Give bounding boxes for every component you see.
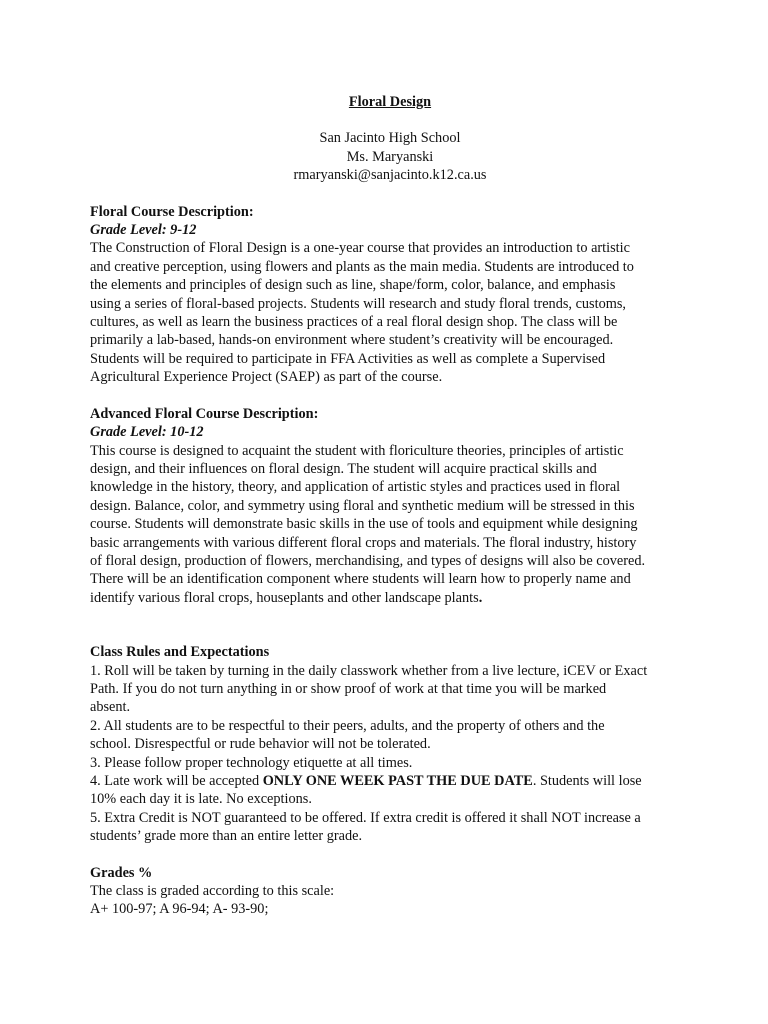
spacer xyxy=(90,185,690,203)
teacher-email: rmaryanski@sanjacinto.k12.ca.us xyxy=(293,167,487,184)
course-description-line: primarily a lab-based, hands-on environment where student’s creativity will be encouraged. xyxy=(90,332,614,349)
advanced-course-section xyxy=(90,405,690,607)
advanced-course-heading: Advanced Floral Course Description: xyxy=(90,405,319,422)
course-description-line: Students will be required to participate in FFA Activities as well as complete a Supervised xyxy=(90,350,606,367)
grades-scale: A+ 100-97; A 96-94; A- 93-90; xyxy=(90,901,269,918)
rule-line: 1. Roll will be taken by turning in the daily classwork whether from a live lecture, iCEV or Exact xyxy=(90,662,648,679)
grades-section xyxy=(90,864,690,919)
advanced-course-line: This course is designed to acquaint the student with floriculture theories, principles of artistic xyxy=(90,442,624,459)
course-description-line: cultures, as well as learn the business practices of a real floral design shop. The class will be xyxy=(90,314,618,331)
rule-4-emphasis: ONLY ONE WEEK PAST THE DUE DATE xyxy=(262,773,533,789)
advanced-course-line: design. Balance, color, and symmetry using floral and synthetic medium will be stressed in this xyxy=(90,497,635,514)
rule-line: 5. Extra Credit is NOT guaranteed to be offered. If extra credit is offered it shall NOT increase a xyxy=(90,809,641,826)
advanced-course-line: knowledge in the history, theory, and application of artistic styles and practices used in floral xyxy=(90,479,621,496)
rule-4-prefix: 4. Late work will be accepted xyxy=(90,773,263,789)
rule-4-suffix: . Students will lose xyxy=(532,773,642,789)
rule-4-line xyxy=(90,772,690,790)
advanced-course-line: design, and their influences on floral design. The student will acquire practical skills and xyxy=(90,460,597,477)
advanced-course-body xyxy=(90,442,690,608)
spacer xyxy=(90,387,690,405)
course-description-body xyxy=(90,239,690,386)
course-description-line: The Construction of Floral Design is a one-year course that provides an introduction to artistic xyxy=(90,240,630,257)
spacer xyxy=(90,846,690,864)
grades-intro: The class is graded according to this scale: xyxy=(90,883,335,900)
course-description-line: using a series of floral-based projects. Students will research and study floral trends, customs, xyxy=(90,295,627,312)
spacer xyxy=(90,607,690,643)
rule-line: Path. If you do not turn anything in or show proof of work at that time you will be marked xyxy=(90,680,607,697)
rule-line: school. Disrespectful or rude behavior will not be tolerated. xyxy=(90,736,431,753)
teacher-name: Ms. Maryanski xyxy=(346,148,434,165)
rule-line: absent. xyxy=(90,699,131,716)
document-title: Floral Design xyxy=(348,94,432,110)
rule-line: 3. Please follow proper technology etiquette at all times. xyxy=(90,754,413,771)
advanced-course-line: course. Students will demonstrate basic skills in the use of tools and equipment while designing xyxy=(90,516,638,533)
rule-line: students’ grade more than an entire letter grade. xyxy=(90,828,363,845)
course-description-section xyxy=(90,203,690,387)
grades-heading: Grades % xyxy=(90,864,153,881)
advanced-course-final-period: . xyxy=(478,589,483,606)
advanced-course-line: There will be an identification component where students will learn how to properly name and xyxy=(90,571,631,588)
class-rules-heading: Class Rules and Expectations xyxy=(90,644,270,661)
course-description-line: Agricultural Experience Project (SAEP) as part of the course. xyxy=(90,369,443,386)
course-description-heading: Floral Course Description: xyxy=(90,203,254,220)
school-name: San Jacinto High School xyxy=(319,130,461,147)
advanced-course-line-text: identify various floral crops, houseplants and other landscape plants xyxy=(90,589,479,606)
course-grade-level: Grade Level: 9-12 xyxy=(90,222,197,239)
advanced-grade-level: Grade Level: 10-12 xyxy=(90,424,204,441)
spacer xyxy=(90,111,690,129)
class-rules-section xyxy=(90,643,690,845)
advanced-course-line xyxy=(90,589,690,607)
document-page xyxy=(90,93,690,919)
advanced-course-line: of floral design, production of flowers, merchandising, and types of designs will also be covered. xyxy=(90,552,646,569)
rule-line: 10% each day it is late. No exceptions. xyxy=(90,791,312,808)
advanced-course-line: basic arrangements with various different floral crops and materials. The floral industry, history xyxy=(90,534,637,551)
course-description-line: the elements and principles of design such as line, shape/form, color, balance, and emphasis xyxy=(90,277,616,294)
course-description-line: and creative perception, using flowers and plants as the main media. Students are introduced to xyxy=(90,258,634,275)
rule-line: 2. All students are to be respectful to their peers, adults, and the property of others and the xyxy=(90,717,605,734)
